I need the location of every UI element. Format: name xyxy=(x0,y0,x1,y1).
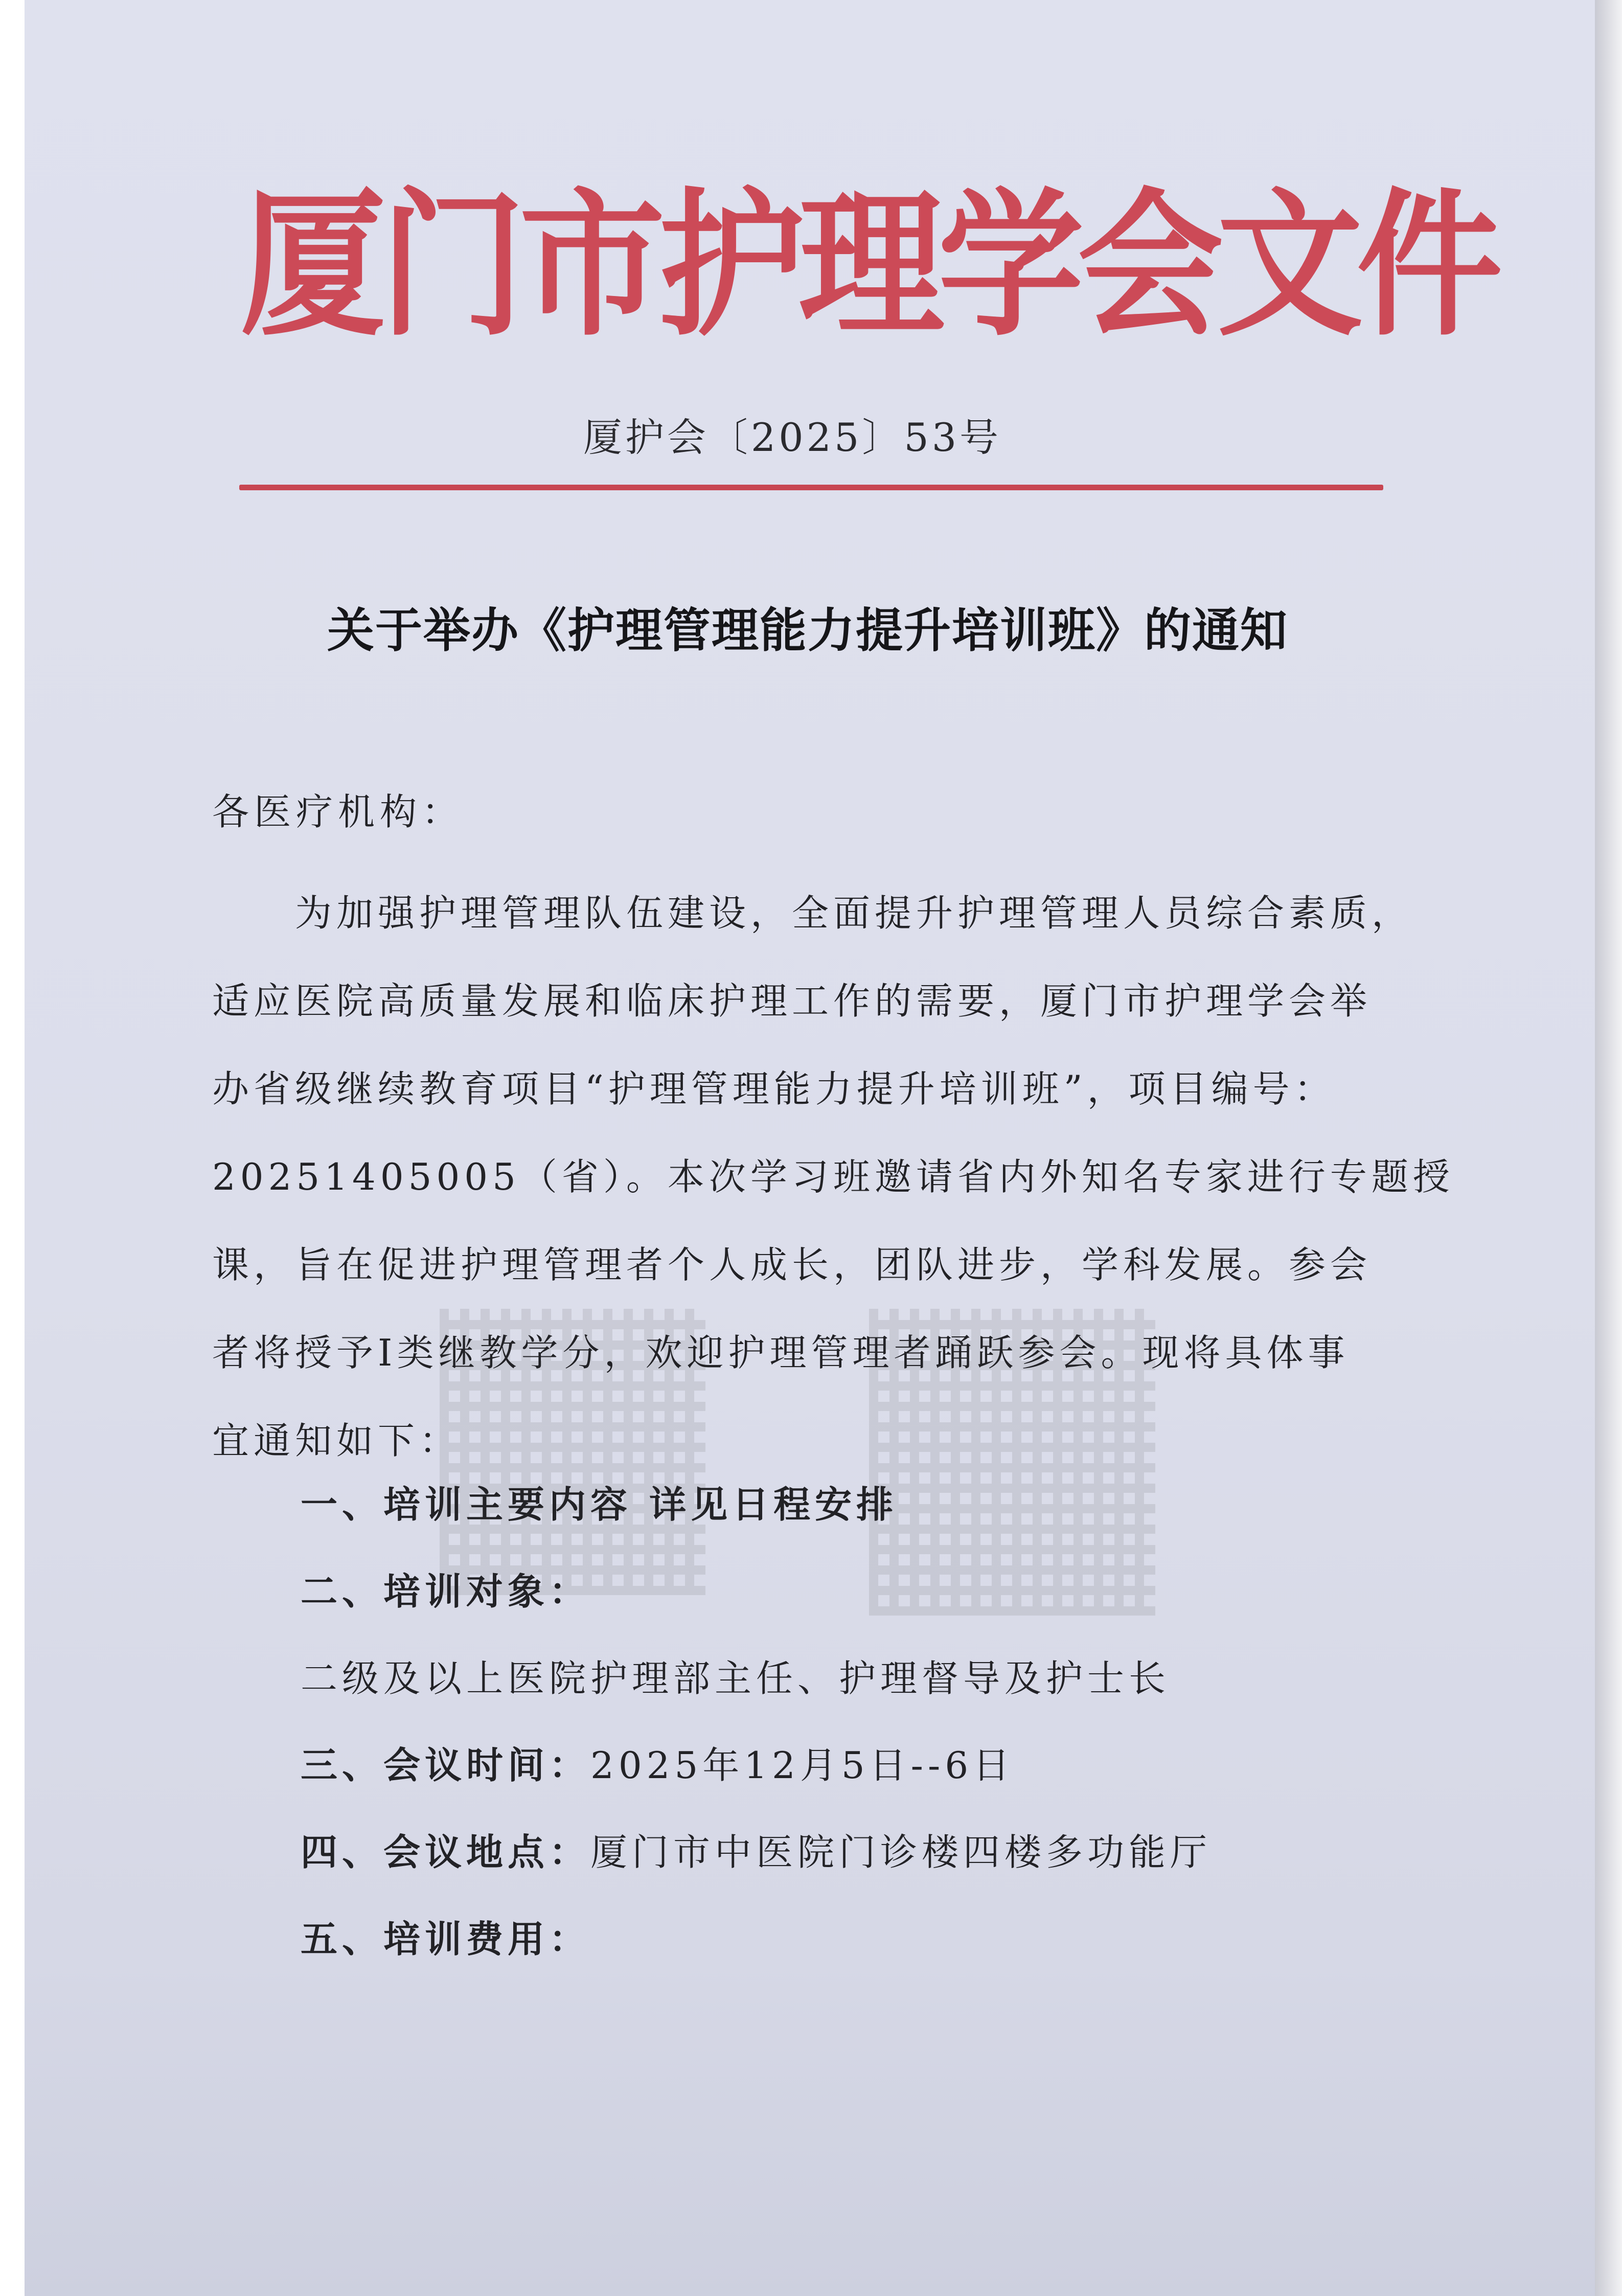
body-line: 为加强护理管理队伍建设，全面提升护理管理人员综合素质， xyxy=(212,892,1413,935)
item-training-fee xyxy=(301,1909,590,1963)
item-label: 四、会议地点： xyxy=(301,1830,591,1874)
item-label: 五、培训费用： xyxy=(301,1917,591,1961)
item-training-content xyxy=(301,1475,898,1528)
item-target-detail xyxy=(301,1649,1170,1702)
item-value: 厦门市中医院门诊楼四楼多功能厅 xyxy=(590,1831,1212,1874)
document-number: 厦护会〔2025〕53号 xyxy=(583,415,1002,460)
body-line: 办省级继续教育项目“护理管理能力提升培训班”，项目编号： xyxy=(212,1067,1336,1110)
item-meeting-time xyxy=(301,1736,1014,1789)
body-paragraph xyxy=(212,869,1454,1485)
body-line: 适应医院高质量发展和临床护理工作的需要，厦门市护理学会举 xyxy=(212,980,1372,1022)
body-line: 者将授予Ⅰ类继教学分，欢迎护理管理者踊跃参会。现将具体事 xyxy=(212,1331,1350,1374)
body-line: 20251405005（省）。本次学习班邀请省内外知名专家进行专题授 xyxy=(212,1155,1454,1198)
item-training-target xyxy=(301,1562,590,1615)
item-label: 一、培训主要内容 xyxy=(301,1483,632,1526)
item-label: 三、会议时间： xyxy=(301,1743,591,1787)
body-line: 宜通知如下： xyxy=(212,1419,461,1462)
salutation: 各医疗机构： xyxy=(212,790,464,833)
item-meeting-place xyxy=(301,1823,1212,1876)
item-value: 详见日程安排 xyxy=(632,1483,898,1526)
item-value: 2025年12月5日--6日 xyxy=(590,1744,1015,1787)
red-divider-line xyxy=(239,485,1383,490)
body-line: 课，旨在促进护理管理者个人成长，团队进步，学科发展。参会 xyxy=(212,1243,1372,1286)
page-edge xyxy=(1595,0,1622,2296)
masthead-title: 厦门市护理学会文件 xyxy=(240,174,1496,358)
item-label: 二、培训对象： xyxy=(301,1570,591,1613)
item-value: 二级及以上医院护理部主任、护理督导及护士长 xyxy=(301,1657,1171,1700)
notice-title: 关于举办《护理管理能力提升培训班》的通知 xyxy=(327,603,1289,658)
